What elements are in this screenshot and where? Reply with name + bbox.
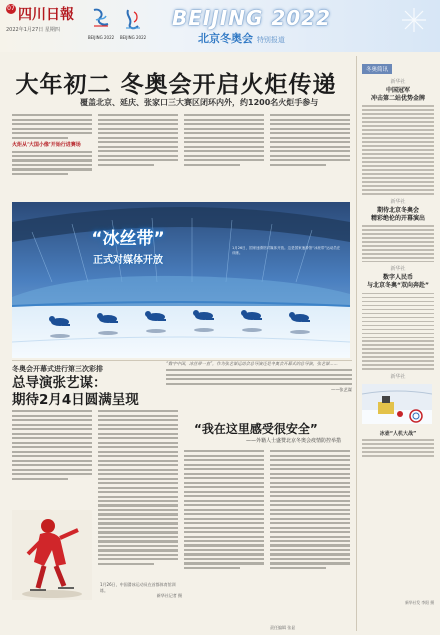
special-report-title bbox=[198, 30, 285, 46]
lead-kicker: 火炬从‘大国小像’开始行进赛场 bbox=[12, 142, 81, 149]
feature-headline-line-2: 期待2月4日圆满呈现 bbox=[12, 392, 139, 408]
issue-number-badge: 07 bbox=[7, 5, 15, 12]
beijing-2022-wordmark: BEIJING 2022 bbox=[172, 6, 332, 30]
column-divider bbox=[356, 56, 357, 631]
feature-headline bbox=[12, 375, 152, 409]
editor-credit: 责任编辑 张显 bbox=[270, 625, 296, 630]
quote-text: “数字中国，冰丝带一直”，作为张艺谋运动会总导演还是冬奥会开幕式的总导演，张艺谋…… bbox=[166, 361, 338, 366]
column-headline: “我在这里感受很安全” bbox=[194, 422, 318, 436]
photo-title: “冰丝带” bbox=[91, 229, 165, 249]
winter-paralympics-emblem bbox=[122, 6, 144, 34]
skater-caption bbox=[100, 582, 182, 599]
sidebar bbox=[362, 56, 434, 635]
lower-column-1 bbox=[12, 408, 92, 482]
sidebar-headline-2 bbox=[362, 207, 434, 223]
skater-caption-credit: 新华社记者 摄 bbox=[156, 593, 182, 598]
lower-column-4 bbox=[270, 448, 350, 571]
lead-column-3 bbox=[184, 112, 264, 168]
sidebar-headline-2-line-2: 精彩绝伦的开幕演出 bbox=[370, 214, 425, 222]
paper-date: 2022年1月27日 星期四 bbox=[6, 27, 60, 33]
lead-headline: 大年初二 冬奥会开启火炬传递 bbox=[15, 72, 337, 98]
lead-article-body bbox=[12, 112, 352, 200]
sidebar-headline-3 bbox=[362, 274, 434, 290]
lead-column-4 bbox=[270, 112, 350, 168]
sidebar-credit: 新华社发 李阳 摄 bbox=[405, 600, 434, 605]
emblem-caption-1: BEIJING 2022 bbox=[87, 35, 115, 40]
lower-column-2 bbox=[98, 408, 178, 567]
sidebar-headline-2-line-1: 期待北京冬奥会 bbox=[376, 206, 419, 214]
sidebar-section-2: 新华社 bbox=[390, 198, 406, 205]
sidebar-section-3: 新华社 bbox=[390, 266, 406, 273]
sidebar-headline-3-line-2: 与北京冬奥“双向奔赴” bbox=[367, 282, 429, 290]
sidebar-headline-1-line-1: 中国冠军 bbox=[385, 87, 410, 94]
photo-subtitle: 正式对媒体开放 bbox=[93, 255, 163, 266]
lower-column-3 bbox=[184, 448, 264, 571]
curling-photo-caption: 冰壶“人机大战” bbox=[379, 431, 417, 438]
column-subhead: ——外籍人士盛赞北京冬奥会疫情防控举措 bbox=[246, 438, 342, 444]
feature-kicker: 冬奥会开幕式进行第三次彩排 bbox=[12, 365, 103, 373]
skater-photo bbox=[12, 510, 92, 600]
quote-signature: ——张艺谋 bbox=[331, 387, 352, 393]
photo-credit: 1月26日，国家速滑馆对媒体开放。这是国家速滑馆“冰丝带”运动员在训练。 bbox=[232, 246, 341, 255]
paper-logo: 四川日報 bbox=[18, 7, 74, 23]
sidebar-tag: 冬奥简讯 bbox=[362, 64, 392, 74]
sidebar-section-1: 新华社 bbox=[390, 79, 406, 85]
photo-title-block bbox=[68, 224, 188, 266]
special-title: 北京冬奥会 bbox=[198, 32, 253, 45]
lead-column-2 bbox=[98, 112, 178, 168]
special-suffix: 特别报道 bbox=[256, 36, 285, 44]
sidebar-section-4: 新华社 bbox=[390, 374, 406, 381]
curling-robot-photo bbox=[362, 384, 432, 424]
emblem-caption-2: BEIJING 2022 bbox=[119, 35, 147, 40]
sidebar-headline-1 bbox=[362, 87, 434, 103]
masthead bbox=[0, 0, 440, 52]
skater-caption-text: 1月26日，中国滑冰运动员在首都体育馆训练。 bbox=[100, 582, 176, 593]
winter-olympics-emblem bbox=[90, 6, 112, 34]
sidebar-headline-1-line-2: 冲击第二站优势金牌 bbox=[370, 95, 425, 102]
lead-column-1 bbox=[12, 112, 92, 177]
snowflake-icon bbox=[400, 6, 428, 34]
feature-headline-line-1: 总导演张艺谋： bbox=[12, 375, 107, 391]
sidebar-headline-3-line-1: 数字人民币 bbox=[382, 274, 413, 282]
lead-subhead: 覆盖北京、延庆、张家口三大赛区闭环内外，约1200名火炬手参与 bbox=[80, 98, 319, 107]
